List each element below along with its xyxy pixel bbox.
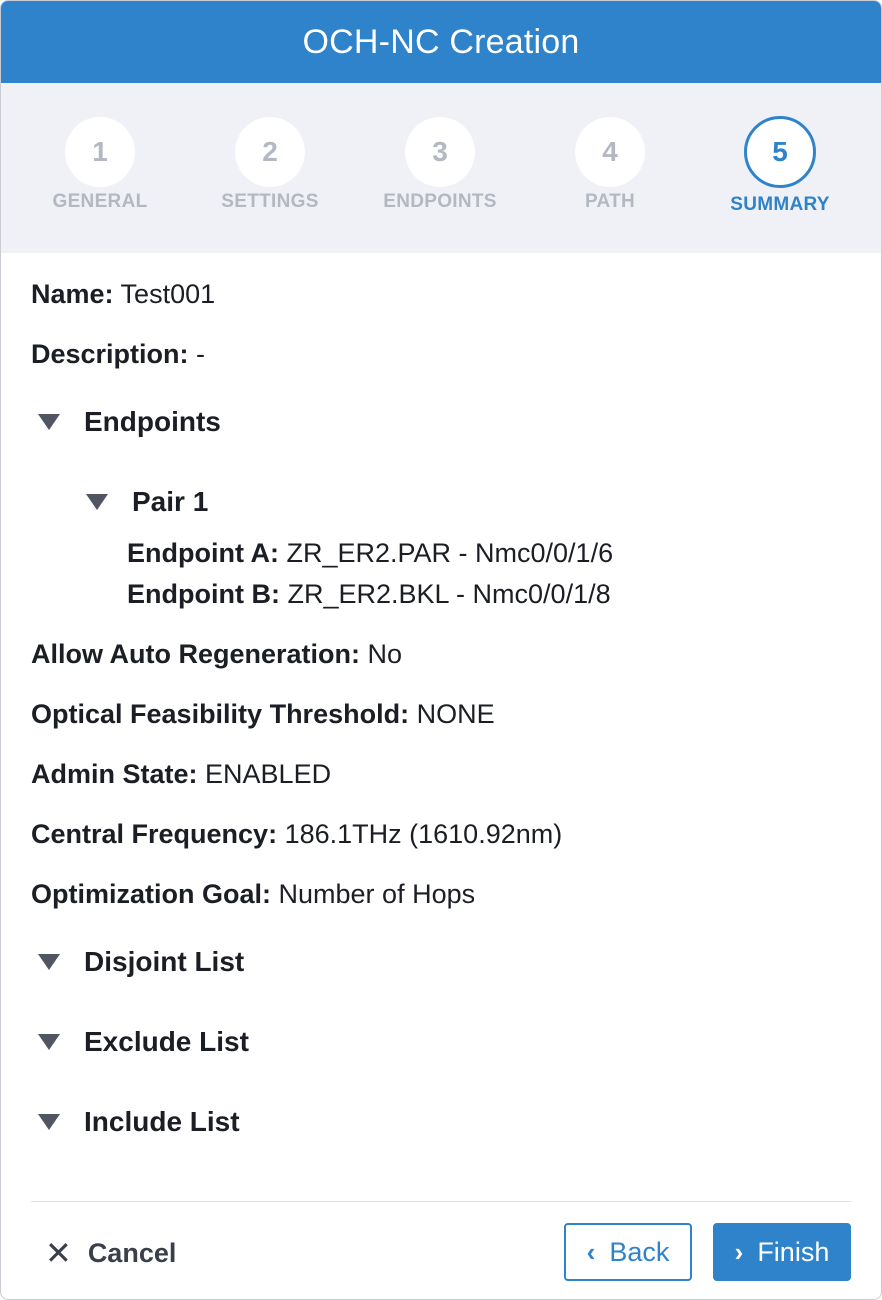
back-label: Back: [609, 1236, 670, 1267]
central-frequency-value: 186.1THz (1610.92nm): [284, 819, 563, 849]
endpoint-b-value: ZR_ER2.BKL - Nmc0/0/1/8: [287, 579, 611, 609]
feasibility-threshold-row: [31, 699, 495, 730]
step-label: PATH: [584, 191, 636, 212]
name-label: Name:: [31, 279, 114, 309]
optimization-goal-row: [31, 879, 475, 910]
step-general[interactable]: [15, 117, 185, 213]
name-value: Test001: [120, 279, 216, 309]
step-endpoints[interactable]: [355, 117, 525, 213]
chevron-left-icon: ‹: [586, 1236, 596, 1267]
include-list-toggle[interactable]: [31, 1106, 240, 1138]
step-label: ENDPOINTS: [383, 191, 497, 212]
step-label: SETTINGS: [221, 191, 319, 212]
auto-regeneration-row: [31, 639, 402, 670]
caret-down-icon: [38, 1114, 60, 1130]
footer-divider: [31, 1201, 851, 1202]
admin-state-value: ENABLED: [205, 759, 332, 789]
caret-down-icon: [86, 494, 108, 510]
description-row: [31, 339, 205, 370]
disjoint-list-heading: Disjoint List: [84, 946, 245, 977]
step-number: 5: [744, 116, 816, 188]
step-number: 4: [575, 117, 645, 187]
step-number: 3: [405, 117, 475, 187]
chevron-right-icon: ›: [734, 1236, 744, 1267]
feasibility-threshold-label: Optical Feasibility Threshold:: [31, 699, 410, 729]
finish-button[interactable]: [713, 1223, 851, 1281]
name-row: [31, 279, 215, 310]
wizard-stepper: [1, 83, 881, 253]
optimization-goal-value: Number of Hops: [278, 879, 476, 909]
description-label: Description:: [31, 339, 189, 369]
optimization-goal-label: Optimization Goal:: [31, 879, 271, 909]
pair-heading: Pair 1: [132, 486, 209, 517]
endpoints-section-toggle[interactable]: [31, 406, 221, 438]
admin-state-row: [31, 759, 331, 790]
caret-down-icon: [38, 954, 60, 970]
feasibility-threshold-value: NONE: [416, 699, 495, 729]
step-number: 1: [65, 117, 135, 187]
exclude-list-heading: Exclude List: [84, 1026, 249, 1057]
dialog-title: OCH-NC Creation: [1, 1, 881, 83]
step-number: 2: [235, 117, 305, 187]
step-label: GENERAL: [52, 191, 148, 212]
close-icon: ✕: [45, 1235, 72, 1271]
auto-regeneration-label: Allow Auto Regeneration:: [31, 639, 360, 669]
endpoint-b-row: [127, 579, 611, 610]
cancel-button[interactable]: [45, 1227, 176, 1279]
endpoint-b-label: Endpoint B:: [127, 579, 280, 609]
step-path[interactable]: [525, 117, 695, 213]
endpoint-a-label: Endpoint A:: [127, 538, 279, 568]
endpoint-a-value: ZR_ER2.PAR - Nmc0/0/1/6: [286, 538, 614, 568]
finish-label: Finish: [757, 1236, 830, 1267]
central-frequency-row: [31, 819, 562, 850]
step-settings[interactable]: [185, 117, 355, 213]
auto-regeneration-value: No: [367, 639, 403, 669]
cancel-label: Cancel: [87, 1237, 177, 1268]
endpoints-heading: Endpoints: [84, 406, 221, 437]
caret-down-icon: [38, 1034, 60, 1050]
include-list-heading: Include List: [84, 1106, 240, 1137]
central-frequency-label: Central Frequency:: [31, 819, 278, 849]
exclude-list-toggle[interactable]: [31, 1026, 249, 1058]
description-value: -: [196, 339, 206, 369]
back-button[interactable]: [564, 1223, 692, 1281]
caret-down-icon: [38, 414, 60, 430]
pair-1-toggle[interactable]: [79, 486, 208, 518]
step-label: SUMMARY: [730, 194, 830, 215]
disjoint-list-toggle[interactable]: [31, 946, 244, 978]
admin-state-label: Admin State:: [31, 759, 198, 789]
endpoint-a-row: [127, 538, 613, 569]
step-summary[interactable]: [695, 116, 865, 216]
